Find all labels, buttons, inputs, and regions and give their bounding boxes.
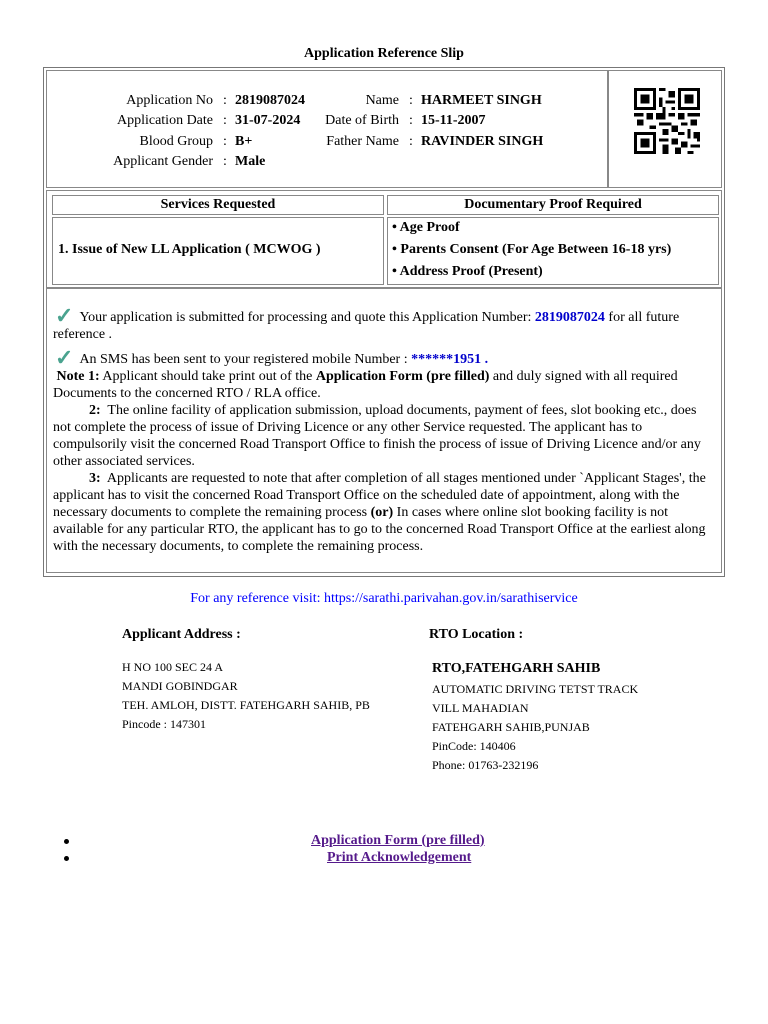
rto-line: PinCode: 140406 xyxy=(432,739,516,753)
notes-box xyxy=(46,288,722,573)
gender-row xyxy=(47,152,607,172)
address-line: H NO 100 SEC 24 A xyxy=(122,660,224,674)
application-no-value: 2819087024 xyxy=(235,93,305,108)
services-header: Services Requested xyxy=(52,195,384,215)
colon: : xyxy=(223,134,227,149)
applicant-info xyxy=(46,70,609,188)
application-date-row xyxy=(47,111,607,131)
rto-line: FATEHGARH SAHIB,PUNJAB xyxy=(432,720,590,734)
name-label: Name xyxy=(365,93,399,108)
colon: : xyxy=(409,93,413,108)
note-1-text-cont: and duly signed with all required Documents to the concerned RTO / RLA office. xyxy=(53,369,678,401)
colon: : xyxy=(409,113,413,128)
sms-text: An SMS has been sent to your registered mobile Number : xyxy=(79,352,408,367)
note-3-label: 3: xyxy=(89,471,101,486)
note-3-text: Applicants are requested to note that after completion of all stages mentioned under `Applicant Stages', the applicant has to visit the concerned Road Transport Office on the scheduled date of appointment, along with the necessary documents to complete the remaining process xyxy=(53,471,706,520)
father-label: Father Name xyxy=(326,134,399,149)
note-1-bold: Application Form (pre filled) xyxy=(315,369,490,384)
rto-line: AUTOMATIC DRIVING TETST TRACK xyxy=(432,682,639,696)
print-acknowledgement-link[interactable]: Print Acknowledgement xyxy=(327,850,472,865)
application-date-value: 31-07-2024 xyxy=(235,113,301,128)
page-title: Application Reference Slip xyxy=(304,46,464,61)
note-1-label: Note 1: xyxy=(56,369,100,384)
gender-value: Male xyxy=(235,154,266,169)
qr-code-box xyxy=(607,70,722,188)
application-number-highlight: 2819087024 xyxy=(534,310,605,325)
rto-line: Phone: 01763-232196 xyxy=(432,758,539,772)
service-cell xyxy=(52,217,384,285)
application-no-row xyxy=(47,91,607,111)
application-date-label: Application Date xyxy=(116,113,213,128)
note-3 xyxy=(53,470,717,555)
colon: : xyxy=(223,93,227,108)
note-2 xyxy=(53,402,717,470)
note-2-label: 2: xyxy=(89,403,101,418)
proof-cell xyxy=(387,217,719,285)
address-line: TEH. AMLOH, DISTT. FATEHGARH SAHIB, PB xyxy=(122,698,370,712)
blood-group-label: Blood Group xyxy=(139,134,213,149)
proof-item: • Parents Consent (For Age Between 16-18 yrs) xyxy=(392,242,672,257)
reference-slip xyxy=(43,67,725,577)
address-line: Pincode : 147301 xyxy=(122,717,206,731)
colon: : xyxy=(409,134,413,149)
note-3-text-cont: In cases where online slot booking facility is not available for any particular RTO, the applicant has to go to the concerned Road Transport Office at the earliest along with the necessary documents, to complete the remaining process. xyxy=(53,505,706,554)
rto-name: RTO,FATEHGARH SAHIB xyxy=(432,661,601,676)
checkmark-icon: ✓ xyxy=(55,303,74,328)
services-table xyxy=(46,190,722,288)
name-value: HARMEET SINGH xyxy=(421,93,542,108)
address-line: MANDI GOBINDGAR xyxy=(122,679,238,693)
sms-message xyxy=(53,345,717,370)
checkmark-icon: ✓ xyxy=(55,345,74,370)
bullet xyxy=(64,856,69,861)
colon: : xyxy=(223,154,227,169)
father-value: RAVINDER SINGH xyxy=(421,134,544,149)
rto-line: VILL MAHADIAN xyxy=(432,701,529,715)
application-form-link[interactable]: Application Form (pre filled) xyxy=(311,833,485,848)
dob-label: Date of Birth xyxy=(325,113,399,128)
gender-label: Applicant Gender xyxy=(113,154,213,169)
reference-link-text: For any reference visit: https://sarathi.parivahan.gov.in/sarathiservice xyxy=(190,591,578,606)
bullet xyxy=(64,839,69,844)
dob-value: 15-11-2007 xyxy=(421,113,486,128)
service-item: 1. Issue of New LL Application ( MCWOG ) xyxy=(58,242,321,257)
applicant-address-header: Applicant Address : xyxy=(122,627,241,642)
submitted-cont: reference . xyxy=(53,327,113,342)
application-no-label: Application No xyxy=(126,93,213,108)
proof-item: • Age Proof xyxy=(392,220,460,235)
note-2-text: The online facility of application submission, upload documents, payment of fees, slot booking etc., does not complete the process of issue of Driving Licence or any other Service requested. The applicant has to compulsorily visit the concerned Road Transport Office to finish the process of issue of Driving Licence and/or any other associated services. xyxy=(53,403,701,469)
note-1 xyxy=(53,368,717,402)
colon: : xyxy=(223,113,227,128)
note-1-text: Applicant should take print out of the xyxy=(102,369,313,384)
rto-location-header: RTO Location : xyxy=(429,627,524,642)
proof-header: Documentary Proof Required xyxy=(387,195,719,215)
submitted-message xyxy=(53,303,717,343)
blood-group-row xyxy=(47,132,607,152)
submitted-suffix: for all future xyxy=(608,310,680,325)
notes xyxy=(53,303,717,555)
note-3-or: (or) xyxy=(370,505,394,520)
qr-code-icon xyxy=(634,88,700,154)
proof-item: • Address Proof (Present) xyxy=(392,264,543,279)
blood-group-value: B+ xyxy=(235,134,253,149)
submitted-text: Your application is submitted for processing and quote this Application Number: xyxy=(79,310,532,325)
mobile-number: ******1951 . xyxy=(411,352,489,367)
